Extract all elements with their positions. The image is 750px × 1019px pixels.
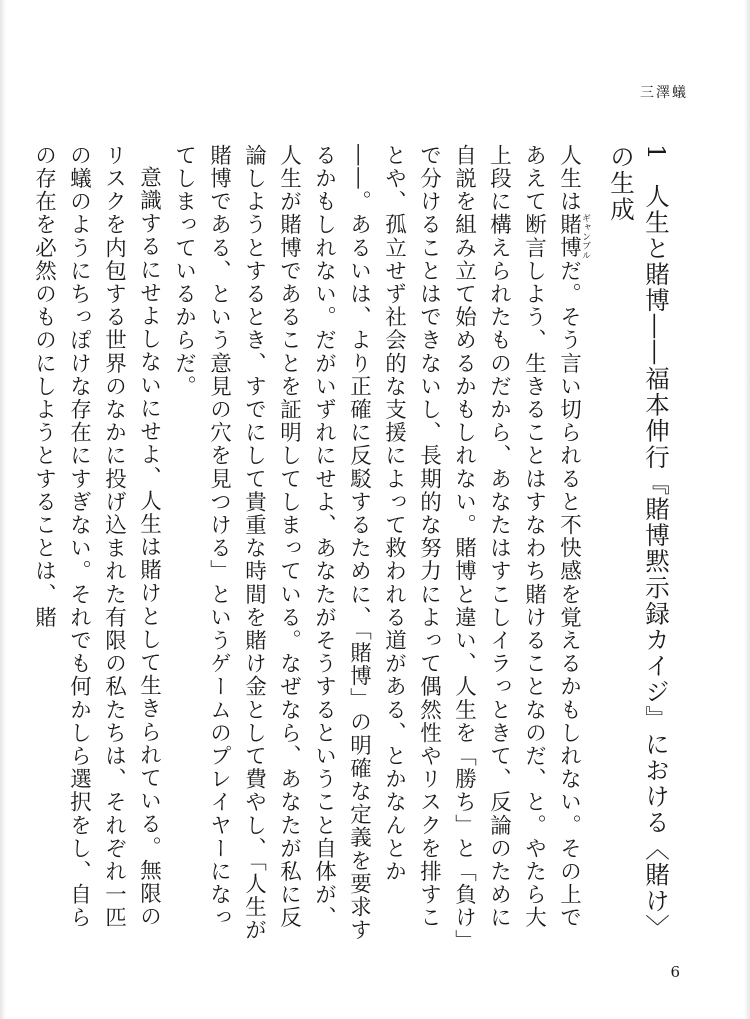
body-text-column [31,144,674,944]
paragraph-2: 意識するにせよしないにせよ、人生は賭けとして生きられている。無限のリスクを内包する世界のなかに投げ込まれた有限の私たちは、それぞれ一匹の蟻のようにちっぽけな存在にすぎない。それでも何かしら選択をし、自らの存在を必然のものにしようとすることは、賭 [31,144,162,930]
ruby-reading: ギャンブル [580,213,590,260]
chapter-heading [604,144,674,944]
chapter-number: 1 [642,144,671,162]
chapter-title: 人生と賭博――福本伸行『賭博黙示録カイジ』における〈賭け〉の生成 [607,144,671,941]
ruby-gamble [556,213,590,260]
page-edge-left [0,0,6,1019]
paragraph-1 [167,144,591,944]
paragraph-1-lead: 人生は [556,144,582,214]
ruby-base: 賭博 [556,213,582,260]
paragraph-1-body: だ。そう言い切られると不快感を覚えるかもしれない。その上であえて断言しよう、生きることはすなわち賭けることなのだ、と。やたら大上段に構えられたものだから、あなたはすこしイラっときて、反論のために自説を組み立て始めるかもしれない。賭博と違い、人生を「勝ち」と「負け」で分けることはできないし、長期的な努力によって偶然性やリスクを排すことや、孤立せず社会的な支援によって救われる道がある、とかなんとか――。あるいは、より正確に反駁するために、「賭博」の明確な定義を要求するかもしれない。だがいずれにせよ、あなたがそうするということ自体が、人生が賭博であることを証明してしまっている。なぜなら、あなたが私に反論しようとするとき、すでにして貴重な時間を賭け金として費やし、「人生が賭博である、という意見の穴を見つける」というゲームのプレイヤーになってしまっているからだ。 [171,144,582,942]
page-edge-right [744,0,750,1019]
page-number: 6 [670,963,680,981]
running-head-author: 三澤蟻 [640,85,688,101]
